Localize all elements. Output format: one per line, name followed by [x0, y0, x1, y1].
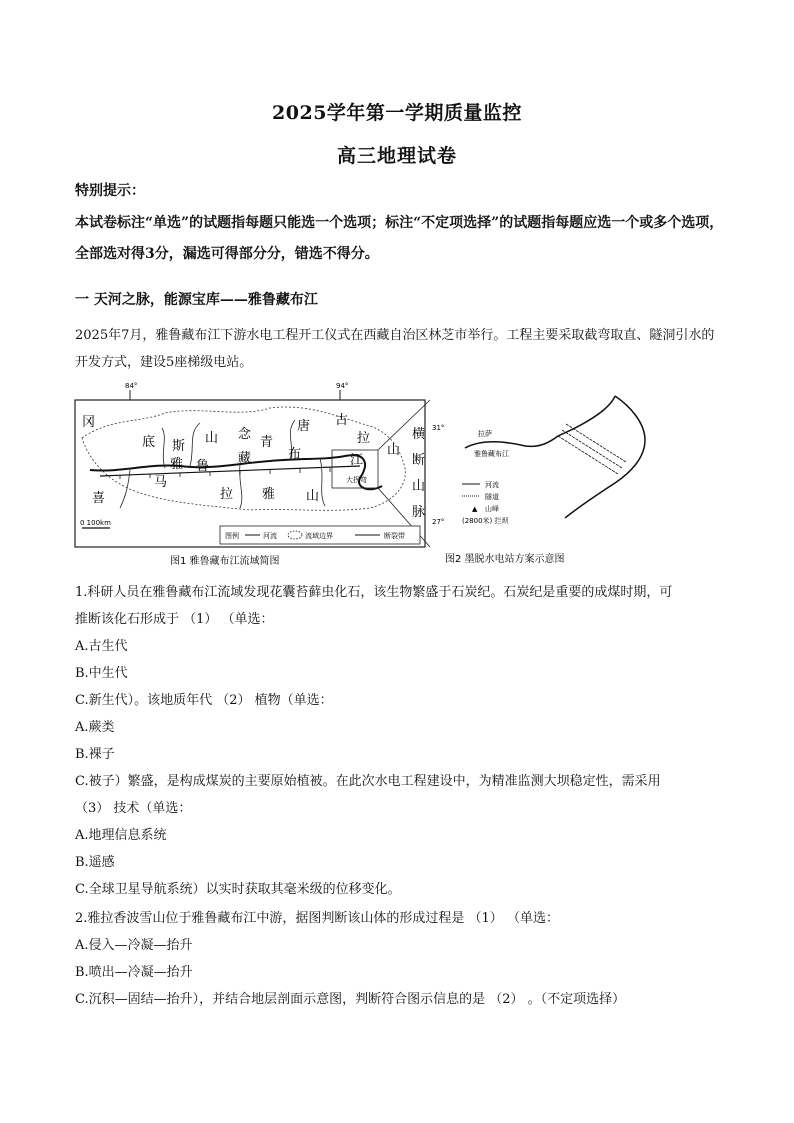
legend-river: 河流: [263, 532, 277, 540]
scheme-legend-tunnel: 隧道: [485, 493, 499, 501]
map-label-la2: 拉: [220, 487, 234, 502]
map-label-ma: 马: [154, 475, 168, 490]
q1-2-option-b: B.裸子: [75, 747, 115, 762]
scheme-river: 雅鲁藏布江: [474, 450, 509, 458]
map-label-great-bend: 大拐弯: [346, 476, 367, 484]
map-label-ya1: 雅: [262, 487, 276, 502]
q2-option-a: A.侵入—冷凝—抬升: [75, 938, 193, 953]
q1-2-option-a: A.蕨类: [75, 720, 115, 735]
basin-map: [75, 382, 444, 567]
figure-maps: [70, 378, 710, 573]
notice-heading: 特别提示：: [75, 183, 145, 199]
map-label-lu: 鲁: [196, 459, 210, 474]
scheme-diagram: [445, 396, 645, 565]
map-label-la1: 拉: [357, 431, 371, 446]
exam-title: 2025学年第一学期质量监控: [272, 102, 522, 124]
figure1-caption: 图1 雅鲁藏布江流域简图: [170, 556, 280, 567]
map-label-heng: 横: [412, 427, 426, 442]
map-label-bu: 布: [288, 447, 302, 462]
section-intro: 2025年7月，雅鲁藏布江下游水电工程开工仪式在西藏自治区林芝市举行。工程主要采取截弯取直、隧洞引水的开发方式，建设5座梯级电站。: [75, 328, 715, 370]
figure2-caption: 图2 墨脱水电站方案示意图: [445, 554, 565, 565]
map-label-gang: 冈: [82, 415, 96, 430]
q2-option-b: B.喷出—冷凝—抬升: [75, 965, 193, 980]
peak-icon: ▲: [472, 505, 478, 513]
q1-option-a: A.古生代: [75, 639, 128, 654]
notice-body: 本试卷标注“单选”的试题指每题只能选一个选项；标注“不定项选择”的试题指每题应选一个或多个选项，全部选对得3分，漏选可得部分分，错选不得分。: [75, 215, 724, 262]
q1-3-option-c: C.全球卫星导航系统）以实时获取其毫米级的位移变化。: [75, 882, 401, 897]
lon-84-label: 84°: [125, 382, 138, 390]
q1-option-b: B.中生代: [75, 666, 128, 681]
map-label-shan4: 山: [306, 489, 320, 504]
q1-3-option-a: A.地理信息系统: [75, 828, 167, 843]
legend-fault: 断裂带: [384, 532, 405, 540]
map-label-nian: 念: [238, 427, 252, 442]
map-scale: 0 100km: [80, 519, 111, 527]
scheme-legend-dam: (2800米) 拦坝: [462, 517, 509, 525]
scheme-lhasa: 拉萨: [478, 430, 492, 438]
exam-subtitle: 高三地理试卷: [336, 145, 457, 167]
q2-option-c: C.沉积—固结—抬升），并结合地层剖面示意图，判断符合图示信息的是 （2） 。（不定项选择）: [75, 992, 626, 1007]
lat-27-label: 27°: [432, 518, 445, 526]
q1-3-text: （3） 技术（单选：: [75, 801, 192, 816]
lon-94-label: 94°: [336, 382, 349, 390]
lat-31-label: 31°: [432, 424, 445, 432]
map-label-shan1: 山: [205, 431, 219, 446]
map-label-mai: 脉: [412, 505, 426, 520]
map-label-tang: 唐: [297, 419, 311, 434]
legend-basin: 流域边界: [305, 532, 333, 540]
legend-title: 图例: [225, 532, 239, 540]
scheme-legend-river: 河流: [485, 481, 499, 489]
map-label-shan3: 山: [412, 479, 426, 494]
q1-text-line1: 1.科研人员在雅鲁藏布江流域发现花囊苔藓虫化石，该生物繁盛于石炭纪。石炭纪是重要的成煤时期，可: [75, 585, 673, 600]
q1-2-option-c: C.被子）繁盛，是构成煤炭的主要原始植被。在此次水电工程建设中，为精准监测大坝稳定性，需采用: [75, 774, 661, 789]
map-label-si: 斯: [172, 439, 186, 454]
map-label-shan2: 山: [387, 443, 401, 458]
scheme-legend-peak: 山峰: [485, 505, 499, 513]
section-title: 一 天河之脉，能源宝库——雅鲁藏布江: [75, 292, 318, 308]
q1-3-option-b: B.遥感: [75, 855, 115, 870]
map-label-zang: 藏: [238, 451, 252, 466]
map-label-gu: 古: [335, 413, 349, 428]
map-label-jiang: 江: [350, 453, 364, 468]
map-label-di: 底: [142, 435, 156, 450]
map-label-duan: 断: [412, 453, 426, 468]
q2-text: 2.雅拉香波雪山位于雅鲁藏布江中游，据图判断该山体的形成过程是 （1） （单选：: [75, 911, 559, 926]
q1-option-c: C.新生代）。该地质年代 （2） 植物（单选：: [75, 693, 333, 708]
map-label-ya2: 雅: [170, 457, 184, 472]
map-label-xi: 喜: [92, 491, 106, 506]
q1-text-line2: 推断该化石形成于 （1） （单选：: [75, 612, 274, 627]
map-label-qing: 青: [260, 435, 274, 450]
